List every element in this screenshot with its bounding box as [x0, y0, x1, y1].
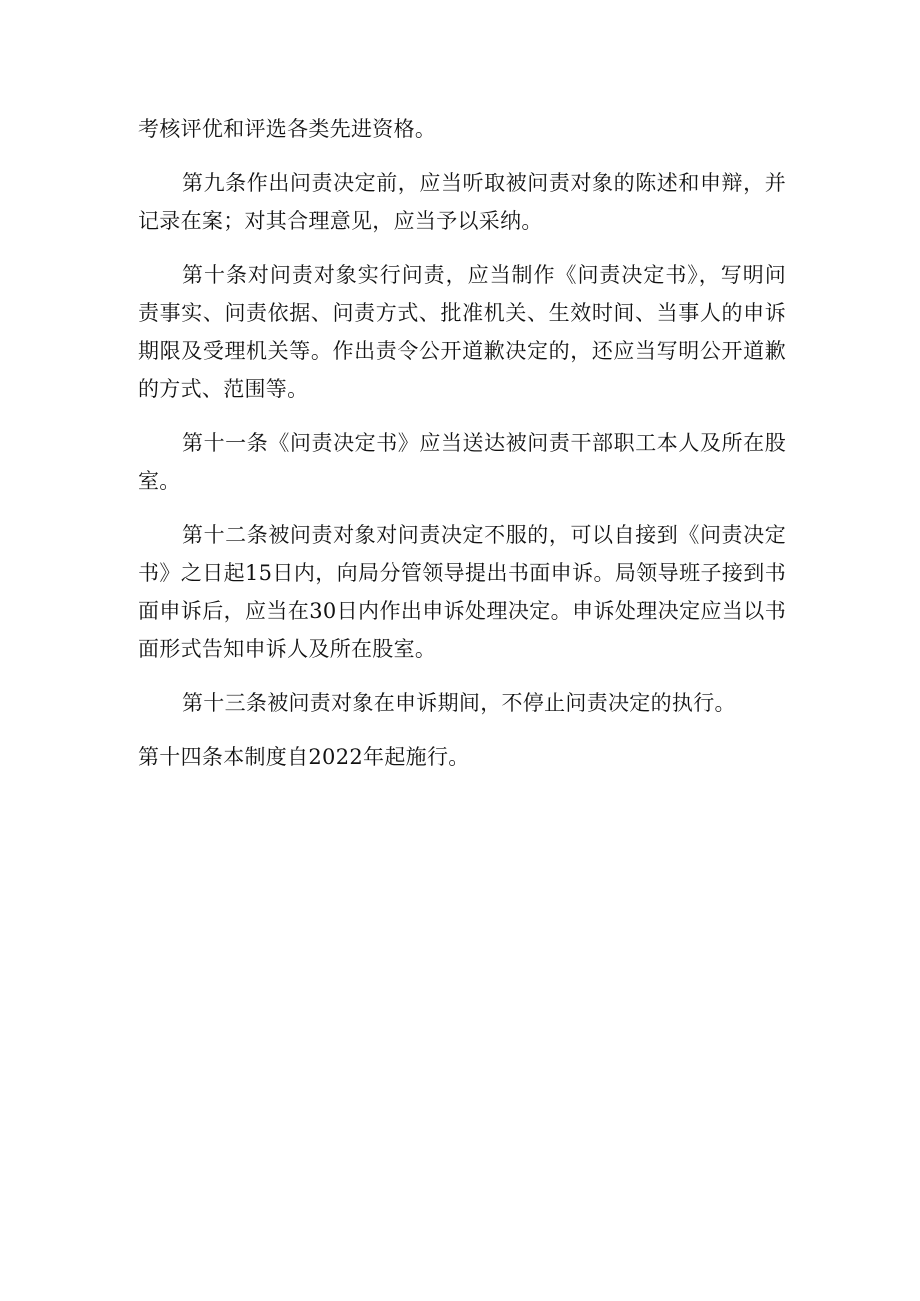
paragraph-article-9: 第九条作出问责决定前，应当听取被问责对象的陈述和申辩，并记录在案；对其合理意见，应当予以采纳。	[138, 171, 786, 233]
document-page	[138, 110, 786, 776]
paragraph-article-10: 第十条对问责对象实行问责，应当制作《问责决定书》，写明问责事实、问责依据、问责方式、批准机关、生效时间、当事人的申诉期限及受理机关等。作出责令公开道歉决定的，还应当写明公开道歉的方式、范围等。	[138, 263, 786, 401]
paragraph-article-14: 第十四条本制度自2022年起施行。	[138, 745, 470, 769]
paragraph-article-11: 第十一条《问责决定书》应当送达被问责干部职工本人及所在股室。	[138, 431, 786, 493]
paragraph-article-13: 第十三条被问责对象在申诉期间，不停止问责决定的执行。	[182, 691, 736, 715]
paragraph-article-12: 第十二条被问责对象对问责决定不服的，可以自接到《问责决定书》之日起15日内，向局分管领导提出书面申诉。局领导班子接到书面申诉后，应当在30日内作出申诉处理决定。申诉处理决定应当以书面形式告知申诉人及所在股室。	[138, 523, 786, 661]
paragraph-continuation: 考核评优和评选各类先进资格。	[138, 117, 437, 141]
